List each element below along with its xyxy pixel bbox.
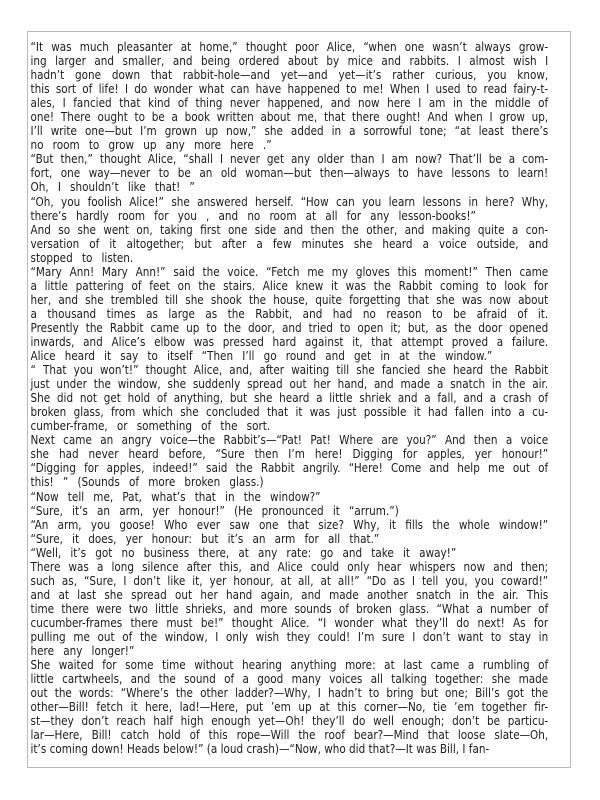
text-line: st—they don’t reach half high enough yet—Oh! they’ll do well enough; don’t be particu-: [30, 713, 549, 729]
text-line: a little pattering of feet on the stairs. Alice knew it was the Rabbit coming to look for: [30, 277, 549, 293]
text-line: Presently the Rabbit came up to the door, and tried to open it; but, as the door opened: [30, 319, 549, 335]
text-line: hadn’t gone down that rabbit-hole—and yet—and yet—it’s rather curious, you know,: [30, 67, 549, 83]
text-line: fort, one way—never to be an old woman—but then—always to have lessons to learn!: [30, 165, 549, 181]
text-line: little cartwheels, and the sound of a good many voices all talking together: she made: [30, 671, 549, 687]
text-line: cucumber-frames there must be!” thought Alice. “I wonder what they’ll do next! As for: [30, 614, 549, 630]
text-line: “Sure, it does, yer honour: but it’s an arm for all that.”: [30, 530, 380, 546]
text-line: no room to grow up any more here .”: [30, 137, 272, 153]
text-line: other—Bill! fetch it here, lad!—Here, put ’em up at this corner—No, tie ’em together fir-: [30, 699, 549, 715]
text-line: lar—Here, Bill! catch hold of this rope—Will the roof bear?—Mind that loose slate—Oh,: [30, 727, 549, 743]
text-line: “An arm, you goose! Who ever saw one that size? Why, it fills the whole window!”: [30, 516, 549, 532]
text-line: such as, “Sure, I don’t like it, yer honour, at all, at all!” “Do as I tell you, you coward!”: [30, 572, 549, 588]
text-line: and at last she spread out her hand again, and made another snatch in the air. This: [30, 586, 549, 602]
text-line: this sort of life! I do wonder what can have happened to me! When I used to read fairy-t-: [30, 81, 549, 97]
text-line: “Oh, you foolish Alice!” she answered herself. “How can you learn lessons in here? Why,: [30, 193, 549, 209]
text-line: here any longer!”: [30, 643, 135, 659]
text-line: just under the window, she suddenly spread out her hand, and made a snatch in the air.: [30, 376, 549, 392]
text-line: “But then,” thought Alice, “shall I never get any older than I am now? That’ll be a com-: [30, 151, 549, 167]
text-line: I’ll write one—but I’m grown up now,” she added in a sorrowful tone; “at least there’s: [30, 123, 549, 139]
text-line: out the words: “Where’s the other ladder?—Why, I hadn’t to bring but one; Bill’s got the: [30, 685, 549, 701]
text-line: stopped to listen.: [30, 249, 134, 265]
text-line: “Mary Ann! Mary Ann!” said the voice. “Fetch me my gloves this moment!” Then came: [30, 263, 549, 279]
text-line: She did not get hold of anything, but she heard a little shriek and a fall, and a crash of: [30, 390, 549, 406]
text-column: [28, 32, 548, 756]
text-line: time there were two little shrieks, and more sounds of broken glass. “What a number of: [30, 600, 549, 616]
text-line: “ That you won’t!” thought Alice, and, after waiting till she fancied she heard the Rabbit: [30, 362, 549, 378]
text-line: her, and she trembled till she shook the house, quite forgetting that she was now about: [30, 291, 549, 307]
text-line: cumber-frame, or something of the sort.: [30, 418, 271, 434]
text-line: Oh, I shouldn’t like that! ”: [30, 179, 195, 195]
text-line: “Digging for apples, indeed!” said the Rabbit angrily. “Here! Come and help me out of: [30, 460, 549, 476]
text-line: ales, I fancied that kind of thing never happened, and now here I am in the middle of: [30, 95, 549, 111]
text-line: a thousand times as large as the Rabbit, and had no reason to be afraid of it.: [30, 305, 549, 321]
text-line: She waited for some time without hearing anything more: at last came a rumbling of: [30, 657, 549, 673]
book-page-frame: [27, 31, 571, 768]
text-line: Alice heard it say to itself “Then I’ll go round and get in at the window.”: [30, 348, 493, 364]
text-line: ing larger and smaller, and being ordered about by mice and rabbits. I almost wish I: [30, 53, 549, 69]
text-line: “Sure, it’s an arm, yer honour!” (He pronounced it “arrum.”): [30, 502, 399, 518]
text-line: it’s coming down! Heads below!” (a loud crash)—“Now, who did that?—It was Bill, I fan-: [30, 741, 490, 757]
text-line: one! There ought to be a book written about me, that there ought! And when I grow up,: [30, 109, 549, 125]
text-line: “Now tell me, Pat, what’s that in the window?”: [30, 488, 321, 504]
text-line: this! ” (Sounds of more broken glass.): [30, 474, 264, 490]
text-line: inwards, and Alice’s elbow was pressed hard against it, that attempt proved a failure.: [30, 333, 549, 349]
text-line: she had never heard before, “Sure then I’m here! Digging for apples, yer honour!”: [30, 446, 549, 462]
text-line: there’s hardly room for you , and no room at all for any lesson-books!”: [30, 207, 476, 223]
text-line: “It was much pleasanter at home,” thought poor Alice, “when one wasn’t always grow-: [30, 39, 549, 54]
text-line: versation of it altogether; but after a few minutes she heard a voice outside, and: [30, 235, 549, 251]
text-line: broken glass, from which she concluded that it was just possible it had fallen into a cu-: [30, 404, 549, 420]
text-line: Next came an angry voice—the Rabbit’s—“Pat! Pat! Where are you?” And then a voice: [30, 432, 549, 448]
text-line: There was a long silence after this, and Alice could only hear whispers now and then;: [30, 558, 549, 574]
text-line: pulling me out of the window, I only wish they could! I’m sure I don’t want to stay in: [30, 628, 549, 644]
text-line: And so she went on, taking first one side and then the other, and making quite a con-: [30, 221, 549, 237]
text-line: “Well, it’s got no business there, at any rate: go and take it away!”: [30, 544, 457, 560]
